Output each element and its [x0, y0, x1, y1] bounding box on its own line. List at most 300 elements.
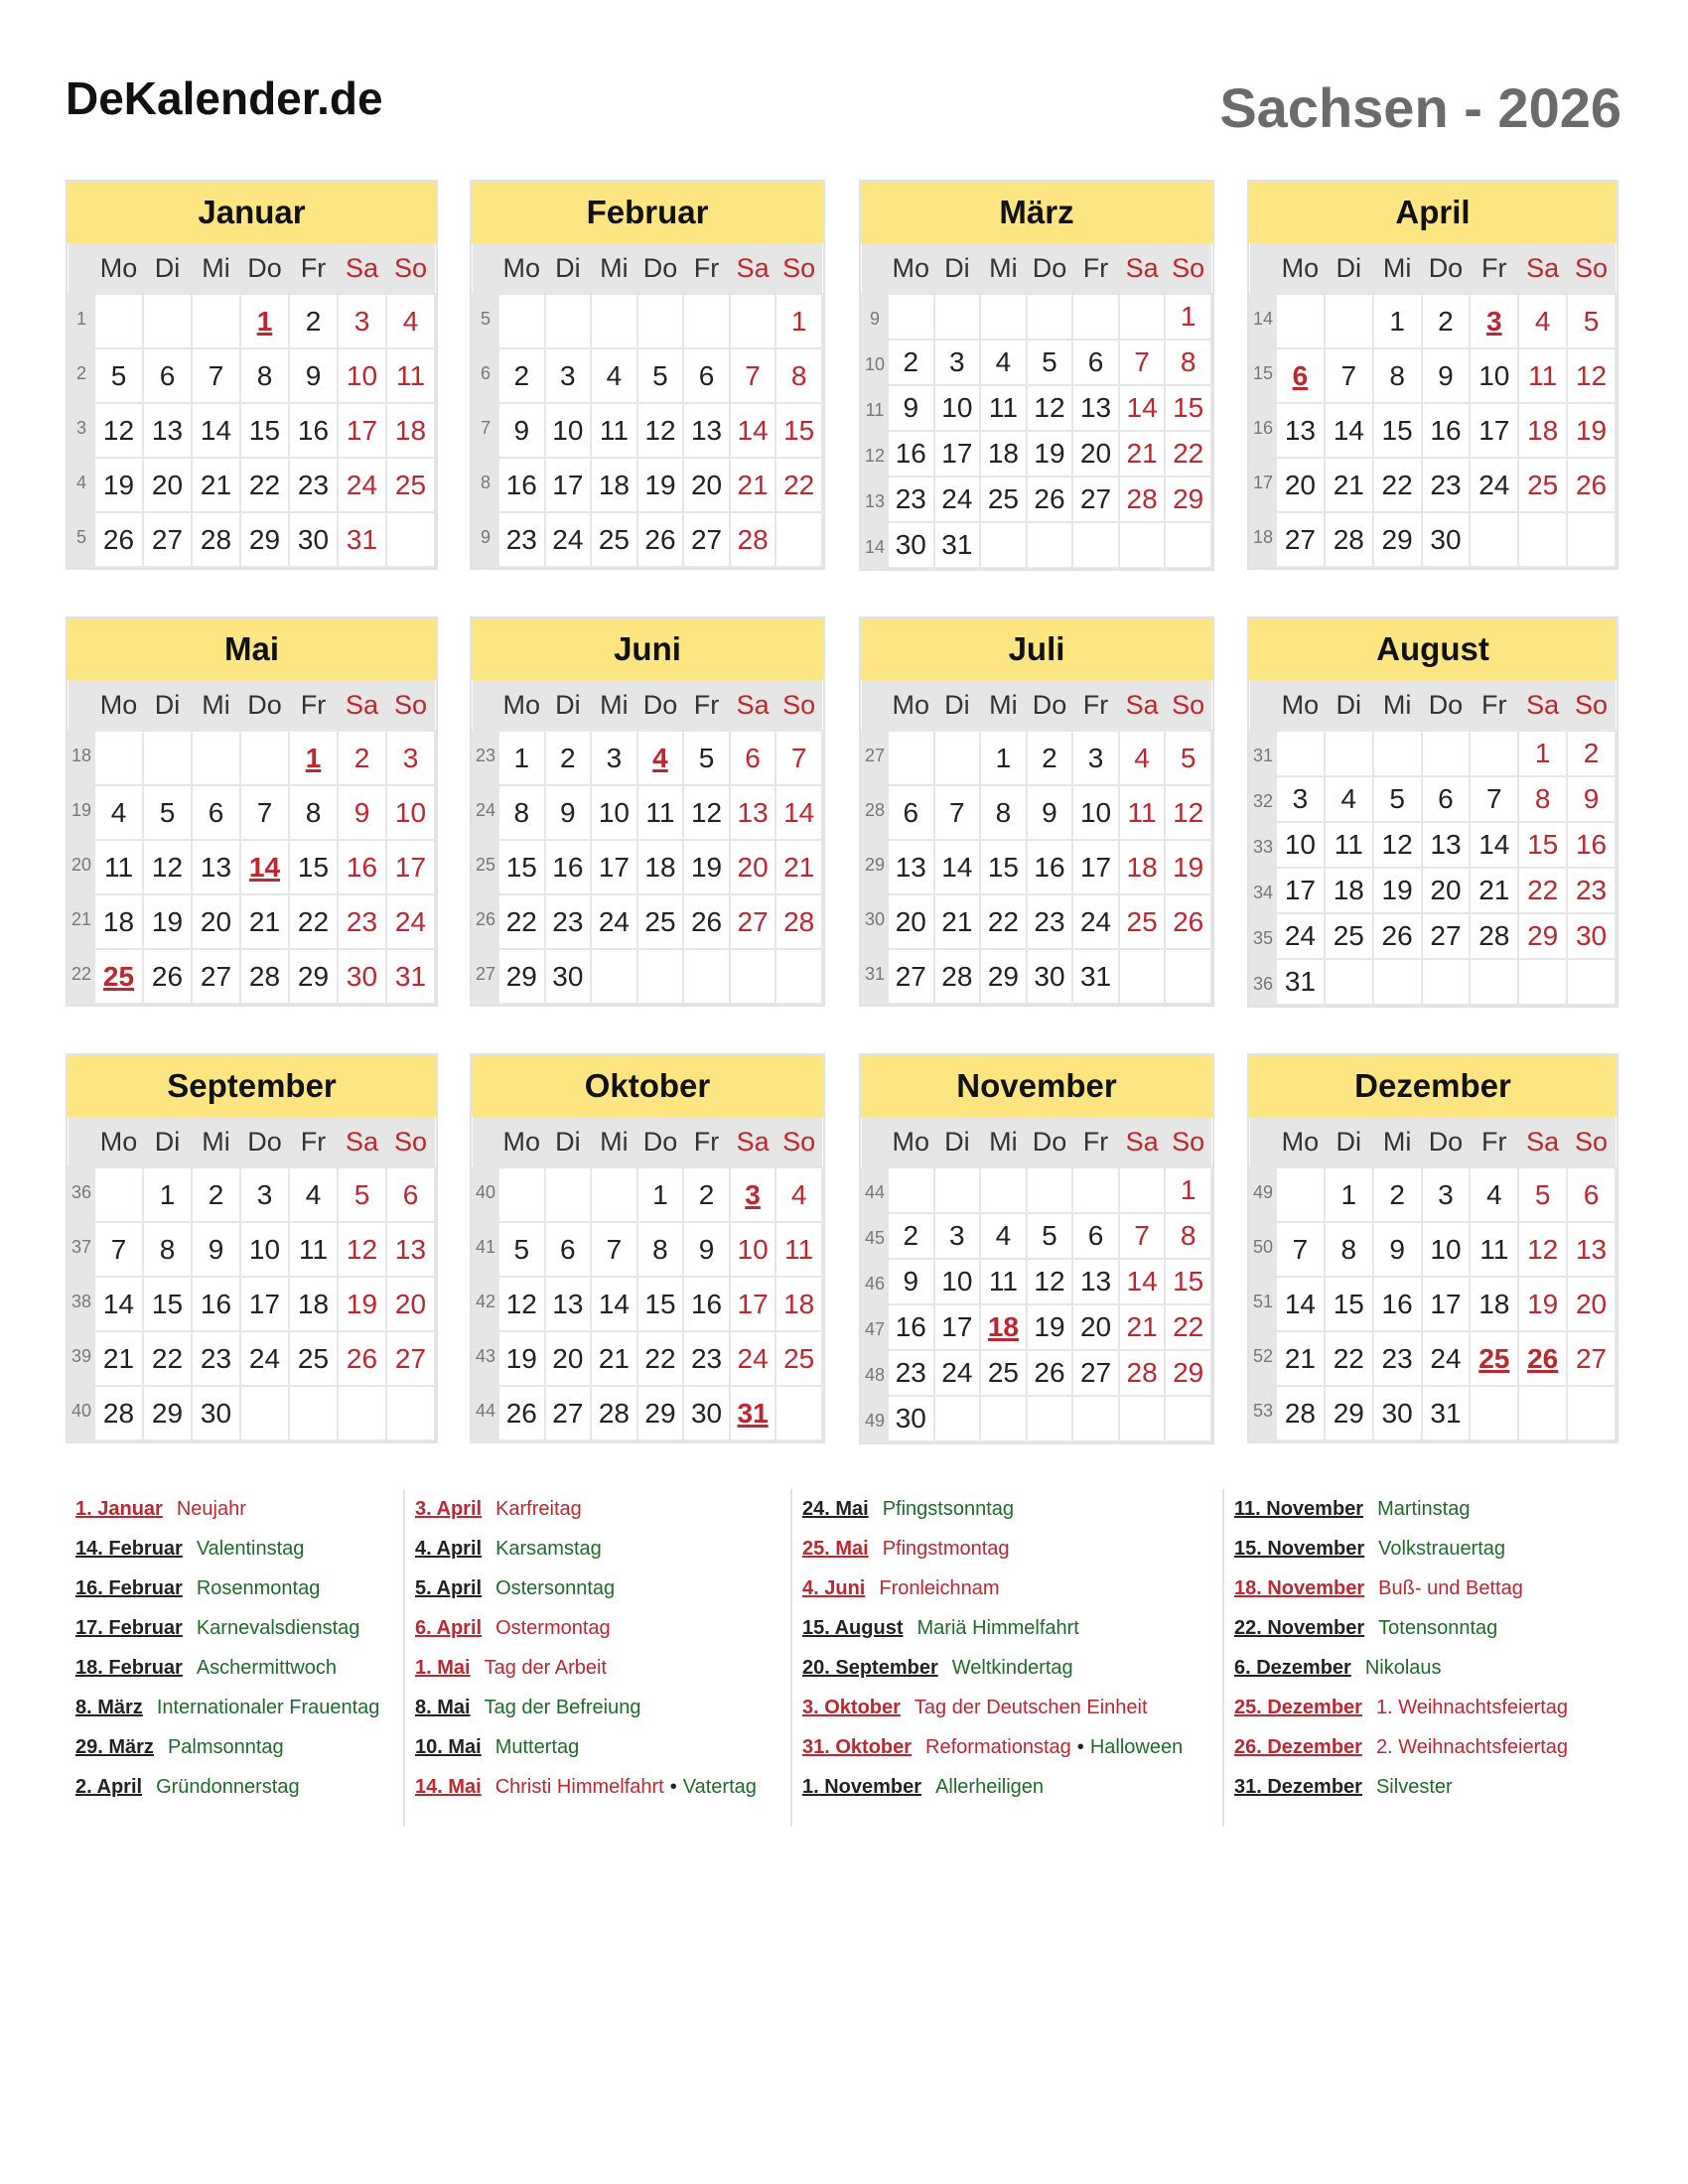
day-cell: 26: [1518, 1331, 1567, 1386]
legend-item: [802, 1569, 1183, 1608]
week-row: [473, 949, 822, 1004]
legend-name: Nikolaus: [1364, 1656, 1442, 1679]
week-number: 25: [473, 840, 498, 894]
empty-day-cell: [1119, 949, 1166, 1004]
empty-day-cell: [1422, 731, 1471, 776]
weekday-header: So: [775, 243, 822, 294]
weekday-header: Di: [545, 680, 592, 731]
empty-day-cell: [934, 294, 981, 340]
week-number: 33: [1250, 822, 1276, 868]
day-cell: 12: [1027, 385, 1073, 431]
day-cell: 30: [888, 522, 934, 568]
day-cell: 23: [192, 1331, 240, 1386]
day-cell: 14: [1276, 1277, 1325, 1331]
day-cell: 1: [637, 1167, 684, 1222]
legend-item: [415, 1688, 757, 1727]
day-cell: 9: [289, 348, 338, 403]
week-row: [1250, 403, 1616, 458]
week-row: [862, 1259, 1211, 1304]
day-cell: 16: [1373, 1277, 1422, 1331]
weekday-header: Fr: [289, 1117, 338, 1167]
day-cell: 2: [192, 1167, 240, 1222]
empty-day-cell: [1119, 1167, 1166, 1213]
week-row: [862, 294, 1211, 340]
day-cell: 15: [1165, 1259, 1211, 1304]
week-row: [862, 785, 1211, 840]
empty-day-cell: [338, 1386, 386, 1440]
week-row: [862, 1350, 1211, 1396]
week-number: 23: [473, 731, 498, 785]
day-cell: 21: [730, 458, 776, 512]
day-cell: 31: [730, 1386, 776, 1440]
empty-day-cell: [1119, 522, 1166, 568]
day-cell: 24: [591, 894, 637, 949]
weekday-header: Mo: [498, 243, 545, 294]
month-table: [472, 243, 823, 568]
day-cell: 12: [1518, 1222, 1567, 1277]
legend-extra: Vatertag: [682, 1775, 757, 1798]
day-cell: 20: [386, 1277, 435, 1331]
week-number: 40: [69, 1386, 94, 1440]
day-cell: 3: [1422, 1167, 1471, 1222]
legend-name: Weltkindertag: [951, 1656, 1073, 1679]
legend-item: [415, 1727, 757, 1767]
day-cell: 14: [1325, 403, 1373, 458]
empty-day-cell: [545, 294, 592, 348]
week-row: [862, 731, 1211, 785]
day-cell: 19: [1373, 868, 1422, 913]
day-cell: 30: [888, 1396, 934, 1441]
legend-name: Silvester: [1375, 1775, 1453, 1798]
day-cell: 13: [1422, 822, 1471, 868]
day-cell: 28: [1276, 1386, 1325, 1440]
day-cell: 10: [386, 785, 435, 840]
empty-day-cell: [980, 1167, 1027, 1213]
day-cell: 5: [1373, 776, 1422, 822]
weekday-header: Mo: [1276, 1117, 1325, 1167]
day-cell: 18: [980, 431, 1027, 477]
empty-day-cell: [1072, 522, 1119, 568]
legend-name: Christi Himmelfahrt: [494, 1775, 664, 1798]
legend-name: Rosenmontag: [196, 1576, 321, 1599]
weekday-header: Mo: [498, 680, 545, 731]
day-cell: 5: [498, 1222, 545, 1277]
empty-day-cell: [1276, 294, 1325, 348]
legend-name: 1. Weihnachtsfeiertag: [1375, 1696, 1569, 1718]
weekday-header: Do: [1027, 243, 1073, 294]
week-row: [862, 894, 1211, 949]
day-cell: 19: [1165, 840, 1211, 894]
day-cell: 2: [338, 731, 386, 785]
day-cell: 7: [591, 1222, 637, 1277]
day-cell: 18: [386, 403, 435, 458]
day-cell: 28: [1325, 512, 1373, 567]
day-cell: 21: [1325, 458, 1373, 512]
legend-item: [75, 1608, 379, 1648]
day-cell: 6: [192, 785, 240, 840]
legend-item: [1234, 1688, 1568, 1727]
day-cell: 18: [1470, 1277, 1518, 1331]
day-cell: 9: [338, 785, 386, 840]
legend-date: 31. Dezember: [1234, 1775, 1362, 1798]
weekday-header: Sa: [730, 680, 776, 731]
day-cell: 7: [934, 785, 981, 840]
weekday-header: Fr: [1470, 243, 1518, 294]
week-row: [862, 1304, 1211, 1350]
week-row: [69, 894, 435, 949]
weekday-header: Di: [143, 243, 192, 294]
day-cell: 13: [1072, 1259, 1119, 1304]
day-cell: 5: [1518, 1167, 1567, 1222]
month-table: [1249, 680, 1617, 1006]
day-cell: 9: [888, 385, 934, 431]
week-row: [1250, 1167, 1616, 1222]
legend-item: [415, 1569, 757, 1608]
legend-name: 2. Weihnachtsfeiertag: [1375, 1735, 1569, 1758]
weekday-header: So: [775, 680, 822, 731]
legend-date: 25. Mai: [802, 1537, 869, 1560]
legend-item: [802, 1529, 1183, 1569]
weekday-header: Di: [545, 243, 592, 294]
month-name: Juni: [472, 618, 823, 680]
legend-date: 5. April: [415, 1576, 483, 1599]
day-cell: 5: [1165, 731, 1211, 785]
day-cell: 1: [775, 294, 822, 348]
week-number: 26: [473, 894, 498, 949]
legend-column-3: [790, 1489, 1183, 1827]
week-number: 2: [69, 348, 94, 403]
weekday-header: Sa: [730, 243, 776, 294]
day-cell: 26: [637, 512, 684, 567]
day-cell: 25: [386, 458, 435, 512]
day-cell: 5: [143, 785, 192, 840]
week-row: [473, 403, 822, 458]
day-cell: 12: [143, 840, 192, 894]
legend-name: Aschermittwoch: [196, 1656, 337, 1679]
day-cell: 23: [888, 477, 934, 522]
weekday-header: Di: [1325, 1117, 1373, 1167]
week-number: 42: [473, 1277, 498, 1331]
day-cell: 6: [683, 348, 730, 403]
day-cell: 24: [240, 1331, 289, 1386]
day-cell: 12: [1373, 822, 1422, 868]
week-row: [473, 1386, 822, 1440]
day-cell: 6: [1072, 340, 1119, 385]
day-cell: 16: [1567, 822, 1616, 868]
legend-item: [802, 1767, 1183, 1807]
day-cell: 11: [289, 1222, 338, 1277]
day-cell: 8: [1518, 776, 1567, 822]
week-row: [473, 840, 822, 894]
day-cell: 9: [683, 1222, 730, 1277]
day-cell: 11: [775, 1222, 822, 1277]
empty-day-cell: [1165, 1396, 1211, 1441]
day-cell: 8: [498, 785, 545, 840]
day-cell: 30: [338, 949, 386, 1004]
day-cell: 14: [1470, 822, 1518, 868]
week-number: 17: [1250, 458, 1276, 512]
empty-day-cell: [1165, 949, 1211, 1004]
week-row: [1250, 913, 1616, 959]
week-number-header: [1250, 1117, 1276, 1167]
day-cell: 18: [289, 1277, 338, 1331]
legend-item: [75, 1569, 379, 1608]
day-cell: 23: [338, 894, 386, 949]
legend-name: Martinstag: [1377, 1497, 1471, 1520]
empty-day-cell: [591, 949, 637, 1004]
month-9: [66, 1053, 438, 1443]
week-number: 24: [473, 785, 498, 840]
day-cell: 27: [143, 512, 192, 567]
weekday-header: So: [386, 1117, 435, 1167]
legend-date: 31. Oktober: [802, 1735, 913, 1758]
week-number-header: [69, 1117, 94, 1167]
weekday-header: Sa: [1518, 243, 1567, 294]
month-table: [68, 680, 436, 1005]
day-cell: 25: [775, 1331, 822, 1386]
day-cell: 15: [289, 840, 338, 894]
day-cell: 8: [143, 1222, 192, 1277]
weekday-header: Do: [240, 680, 289, 731]
legend-name: Karsamstag: [495, 1537, 602, 1560]
legend-name: Reformationstag: [925, 1735, 1071, 1758]
day-cell: 31: [934, 522, 981, 568]
day-cell: 24: [338, 458, 386, 512]
week-row: [473, 1167, 822, 1222]
day-cell: 22: [498, 894, 545, 949]
week-number: 32: [1250, 776, 1276, 822]
week-row: [69, 949, 435, 1004]
legend-name: Ostersonntag: [495, 1576, 616, 1599]
day-cell: 11: [1119, 785, 1166, 840]
day-cell: 27: [1072, 1350, 1119, 1396]
legend-item: [1234, 1648, 1568, 1688]
legend-date: 18. November: [1234, 1576, 1365, 1599]
week-row: [862, 477, 1211, 522]
day-cell: 17: [934, 1304, 981, 1350]
day-cell: 27: [192, 949, 240, 1004]
week-number: 49: [1250, 1167, 1276, 1222]
empty-day-cell: [888, 294, 934, 340]
legend-item: [1234, 1529, 1568, 1569]
week-number: 36: [1250, 959, 1276, 1005]
day-cell: 4: [980, 340, 1027, 385]
empty-day-cell: [1027, 1396, 1073, 1441]
day-cell: 17: [240, 1277, 289, 1331]
empty-day-cell: [1373, 959, 1422, 1005]
empty-day-cell: [1567, 959, 1616, 1005]
day-cell: 28: [1119, 477, 1166, 522]
week-row: [1250, 512, 1616, 567]
day-cell: 24: [1072, 894, 1119, 949]
empty-day-cell: [730, 949, 776, 1004]
weekday-header: Do: [240, 1117, 289, 1167]
week-number: 13: [862, 477, 888, 522]
weekday-header: Mo: [888, 243, 934, 294]
day-cell: 21: [192, 458, 240, 512]
day-cell: 15: [1325, 1277, 1373, 1331]
legend-item: [75, 1767, 379, 1807]
day-cell: 3: [934, 1213, 981, 1259]
week-number: 43: [473, 1331, 498, 1386]
weekday-header: Fr: [1470, 680, 1518, 731]
legend-item: [75, 1688, 379, 1727]
week-row: [473, 294, 822, 348]
week-number: 29: [862, 840, 888, 894]
weekday-header: Fr: [1072, 243, 1119, 294]
weekday-header: Di: [143, 680, 192, 731]
day-cell: 13: [730, 785, 776, 840]
day-cell: 19: [498, 1331, 545, 1386]
empty-day-cell: [888, 731, 934, 785]
month-7: [859, 616, 1214, 1007]
legend-item: [75, 1489, 379, 1529]
day-cell: 29: [980, 949, 1027, 1004]
weekday-header: Sa: [1119, 243, 1166, 294]
month-table: [1249, 243, 1617, 568]
day-cell: 8: [980, 785, 1027, 840]
day-cell: 25: [94, 949, 143, 1004]
weekday-header: Fr: [289, 243, 338, 294]
month-table: [861, 243, 1212, 569]
day-cell: 17: [730, 1277, 776, 1331]
week-row: [69, 512, 435, 567]
day-cell: 12: [683, 785, 730, 840]
legend-date: 8. Mai: [415, 1696, 471, 1718]
day-cell: 21: [240, 894, 289, 949]
weekday-header: So: [1165, 1117, 1211, 1167]
week-row: [1250, 1331, 1616, 1386]
empty-day-cell: [1276, 731, 1325, 776]
month-3: [859, 180, 1214, 571]
day-cell: 2: [1373, 1167, 1422, 1222]
weekday-header: Mi: [980, 243, 1027, 294]
month-table: [472, 1117, 823, 1441]
day-cell: 20: [545, 1331, 592, 1386]
month-2: [470, 180, 825, 570]
day-cell: 29: [143, 1386, 192, 1440]
day-cell: 18: [980, 1304, 1027, 1350]
day-cell: 3: [1470, 294, 1518, 348]
day-cell: 28: [192, 512, 240, 567]
weekday-header: Di: [934, 1117, 981, 1167]
month-name: Dezember: [1249, 1055, 1617, 1117]
day-cell: 16: [498, 458, 545, 512]
week-row: [1250, 822, 1616, 868]
day-cell: 18: [775, 1277, 822, 1331]
day-cell: 28: [730, 512, 776, 567]
month-table: [861, 680, 1212, 1005]
week-row: [1250, 731, 1616, 776]
day-cell: 2: [545, 731, 592, 785]
day-cell: 14: [1119, 1259, 1166, 1304]
day-cell: 22: [1165, 431, 1211, 477]
week-number: 12: [862, 431, 888, 477]
day-cell: 22: [1373, 458, 1422, 512]
legend-date: 25. Dezember: [1234, 1696, 1362, 1718]
week-number: 53: [1250, 1386, 1276, 1440]
weekday-header: Mi: [192, 243, 240, 294]
week-number-header: [473, 1117, 498, 1167]
day-cell: 21: [591, 1331, 637, 1386]
week-row: [473, 512, 822, 567]
legend-date: 4. Juni: [802, 1576, 866, 1599]
month-name: April: [1249, 182, 1617, 243]
day-cell: 8: [637, 1222, 684, 1277]
week-row: [69, 1331, 435, 1386]
day-cell: 8: [1325, 1222, 1373, 1277]
day-cell: 19: [683, 840, 730, 894]
day-cell: 5: [94, 348, 143, 403]
day-cell: 9: [1567, 776, 1616, 822]
empty-day-cell: [289, 1386, 338, 1440]
empty-day-cell: [1518, 1386, 1567, 1440]
week-number: 16: [1250, 403, 1276, 458]
week-row: [1250, 1277, 1616, 1331]
day-cell: 31: [1422, 1386, 1471, 1440]
day-cell: 1: [980, 731, 1027, 785]
month-6: [470, 616, 825, 1007]
legend-column-4: [1222, 1489, 1568, 1827]
day-cell: 17: [545, 458, 592, 512]
legend-item: [1234, 1569, 1568, 1608]
month-name: Mai: [68, 618, 436, 680]
day-cell: 11: [637, 785, 684, 840]
legend-date: 18. Februar: [75, 1656, 183, 1679]
day-cell: 1: [143, 1167, 192, 1222]
day-cell: 26: [498, 1386, 545, 1440]
day-cell: 4: [980, 1213, 1027, 1259]
week-number-header: [473, 243, 498, 294]
legend-date: 14. Februar: [75, 1537, 183, 1560]
week-row: [1250, 458, 1616, 512]
day-cell: 3: [545, 348, 592, 403]
week-row: [1250, 868, 1616, 913]
empty-day-cell: [240, 731, 289, 785]
day-cell: 10: [1470, 348, 1518, 403]
week-number: 52: [1250, 1331, 1276, 1386]
day-cell: 23: [289, 458, 338, 512]
legend-item: [75, 1529, 379, 1569]
week-number: 35: [1250, 913, 1276, 959]
day-cell: 22: [143, 1331, 192, 1386]
day-cell: 2: [683, 1167, 730, 1222]
week-number: 30: [862, 894, 888, 949]
day-cell: 6: [730, 731, 776, 785]
day-cell: 24: [1276, 913, 1325, 959]
week-number: 44: [473, 1386, 498, 1440]
weekday-header: Di: [545, 1117, 592, 1167]
empty-day-cell: [1119, 1396, 1166, 1441]
week-number-header: [862, 243, 888, 294]
week-row: [1250, 1222, 1616, 1277]
legend-name: Karfreitag: [495, 1497, 582, 1520]
day-cell: 11: [386, 348, 435, 403]
week-number: 31: [1250, 731, 1276, 776]
day-cell: 18: [637, 840, 684, 894]
legend-item: [415, 1648, 757, 1688]
day-cell: 10: [1276, 822, 1325, 868]
day-cell: 30: [1567, 913, 1616, 959]
day-cell: 12: [1165, 785, 1211, 840]
legend-date: 10. Mai: [415, 1735, 482, 1758]
day-cell: 1: [498, 731, 545, 785]
day-cell: 16: [1027, 840, 1073, 894]
weekday-header: Do: [1422, 243, 1471, 294]
week-row: [862, 340, 1211, 385]
day-cell: 25: [1119, 894, 1166, 949]
weekday-header: So: [1567, 1117, 1616, 1167]
